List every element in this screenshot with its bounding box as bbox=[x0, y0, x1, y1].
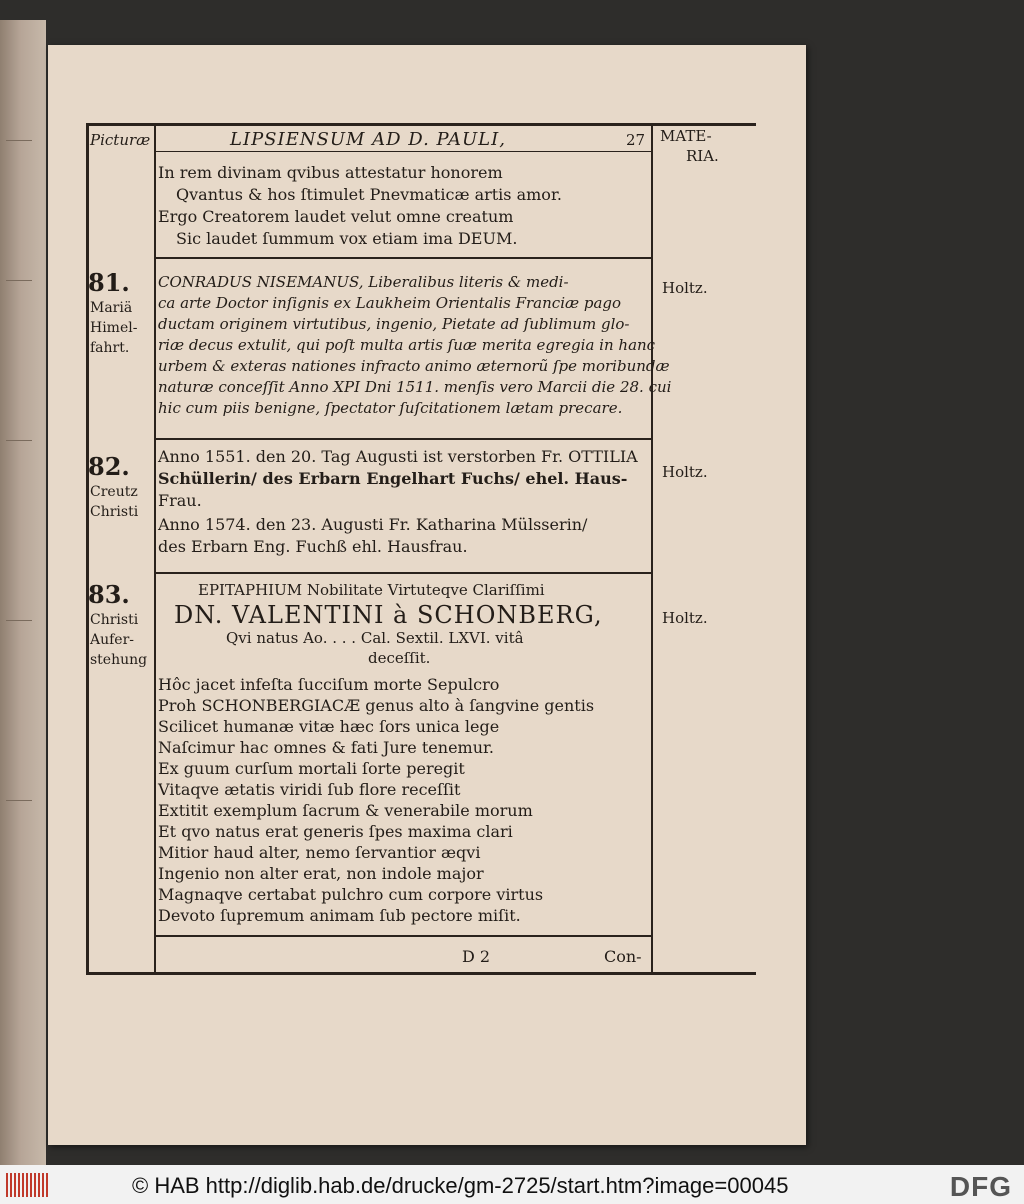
page-number: 27 bbox=[626, 131, 646, 149]
entry-83-picture-3: stehung bbox=[90, 652, 148, 668]
entry-81-line-6: naturæ conceſſit Anno XPI Dni 1511. menſis vero Marcii die 28. cui bbox=[158, 378, 672, 396]
entry-83-picture-2: Aufer- bbox=[90, 632, 135, 648]
epitaph-line-1: Hôc jacet infeſta ſucciſum morte Sepulcro bbox=[158, 675, 500, 694]
entry-82-number: 82. bbox=[88, 452, 130, 481]
entry-82-material: Holtz. bbox=[662, 463, 708, 481]
entry-81-line-3: ductam originem virtutibus, ingenio, Pietate ad ſublimum glo- bbox=[158, 315, 630, 333]
entry-82-picture-1: Creutz bbox=[90, 484, 138, 500]
book-page bbox=[48, 45, 806, 1145]
epitaph-line-7: Extitit exemplum ſacrum & venerabile morum bbox=[158, 801, 533, 820]
entry-81-material: Holtz. bbox=[662, 279, 708, 297]
catchword: Con- bbox=[604, 947, 642, 966]
entry-81-number: 81. bbox=[88, 268, 130, 297]
entry-81-picture-2: Himel- bbox=[90, 320, 138, 336]
picture-column-rule bbox=[154, 123, 156, 975]
viewer-footer bbox=[0, 1165, 1024, 1204]
separator-1 bbox=[154, 257, 651, 259]
entry-83-number: 83. bbox=[88, 580, 130, 609]
entry-81-line-5: urbem & exteras nationes infracto animo æternorũ ſpe moribundæ bbox=[158, 357, 670, 375]
credit-link[interactable]: © HAB http://diglib.hab.de/drucke/gm-2725/start.htm?image=00045 bbox=[132, 1173, 789, 1198]
verse-line-2: Qvantus & hos ſtimulet Pnevmaticæ artis amor. bbox=[176, 185, 562, 204]
epitaph-line-12: Devoto ſupremum animam ſub pectore miſit. bbox=[158, 906, 521, 925]
bottom-rule bbox=[86, 972, 756, 975]
verse-line-3: Ergo Creatorem laudet velut omne creatum bbox=[158, 207, 514, 226]
entry-82-line-2: Schüllerin/ des Erbarn Engelhart Fuchs/ ehel. Haus- bbox=[158, 469, 628, 488]
epitaph-line-9: Mitior haud alter, nemo ſervantior æqvi bbox=[158, 843, 481, 862]
header-right-1: MATE- bbox=[660, 127, 712, 145]
header-underline bbox=[154, 151, 651, 152]
header-left: Picturæ bbox=[90, 131, 151, 149]
epitaph-heading-3: Qvi natus Ao. . . . Cal. Sextil. LXVI. vitâ bbox=[226, 629, 524, 647]
top-rule bbox=[86, 123, 756, 126]
entry-83-material: Holtz. bbox=[662, 609, 708, 627]
epitaph-line-8: Et qvo natus erat generis ſpes maxima clari bbox=[158, 822, 513, 841]
epitaph-line-3: Scilicet humanæ vitæ hæc ſors unica lege bbox=[158, 717, 500, 736]
verse-line-4: Sic laudet ſummum vox etiam ima DEUM. bbox=[176, 229, 518, 248]
epitaph-line-10: Ingenio non alter erat, non indole major bbox=[158, 864, 484, 883]
running-title: LIPSIENSUM AD D. PAULI, bbox=[230, 129, 506, 150]
verse-line-1: In rem divinam qvibus attestatur honorem bbox=[158, 163, 503, 182]
separator-4 bbox=[154, 935, 651, 937]
epitaph-heading-1: EPITAPHIUM Nobilitate Virtuteqve Clariſſimi bbox=[198, 581, 545, 599]
adjacent-page-edge bbox=[0, 20, 46, 1165]
header-right-2: RIA. bbox=[686, 147, 719, 165]
entry-83-picture-1: Christi bbox=[90, 612, 139, 628]
entry-82-line-5: des Erbarn Eng. Fuchß ehl. Hausfrau. bbox=[158, 537, 468, 556]
entry-81-line-7: hic cum piis benigne, ſpectator ſuſcitationem lætam precare. bbox=[158, 399, 623, 417]
entry-81-line-2: ca arte Doctor inſignis ex Laukheim Orientalis Franciæ pago bbox=[158, 294, 622, 312]
entry-82-line-4: Anno 1574. den 23. Augusti Fr. Katharina Mülsserin/ bbox=[158, 515, 588, 534]
epitaph-heading-2: DN. VALENTINI à SCHONBERG, bbox=[174, 601, 603, 629]
dfg-logo: DFG bbox=[949, 1171, 1012, 1202]
separator-3 bbox=[154, 572, 651, 574]
material-column-rule bbox=[651, 123, 653, 975]
separator-2 bbox=[154, 438, 651, 440]
barcode-icon bbox=[6, 1173, 48, 1197]
left-rule bbox=[86, 123, 89, 975]
entry-82-line-1: Anno 1551. den 20. Tag Augusti ist verstorben Fr. OTTILIA bbox=[158, 447, 638, 466]
entry-82-line-3: Frau. bbox=[158, 491, 202, 510]
entry-81-line-4: riæ decus extulit, qui poſt multa artis ſuæ merita egregia in hanc bbox=[158, 336, 656, 354]
epitaph-line-11: Magnaqve certabat pulchro cum corpore virtus bbox=[158, 885, 544, 904]
entry-81-line-1: CONRADUS NISEMANUS, Liberalibus literis & medi- bbox=[158, 273, 569, 291]
entry-81-picture-3: fahrt. bbox=[90, 340, 130, 356]
signature-mark: D 2 bbox=[462, 947, 491, 966]
epitaph-line-2: Proh SCHONBERGIACÆ genus alto à ſangvine gentis bbox=[158, 696, 595, 715]
entry-82-picture-2: Christi bbox=[90, 504, 139, 520]
epitaph-heading-4: deceſſit. bbox=[368, 649, 431, 667]
epitaph-line-6: Vitaqve ætatis viridi ſub flore receſſit bbox=[158, 780, 461, 799]
epitaph-line-5: Ex guum curſum mortali ſorte peregit bbox=[158, 759, 465, 778]
epitaph-line-4: Naſcimur hac omnes & fati Jure tenemur. bbox=[158, 738, 494, 757]
entry-81-picture-1: Mariä bbox=[90, 300, 133, 316]
